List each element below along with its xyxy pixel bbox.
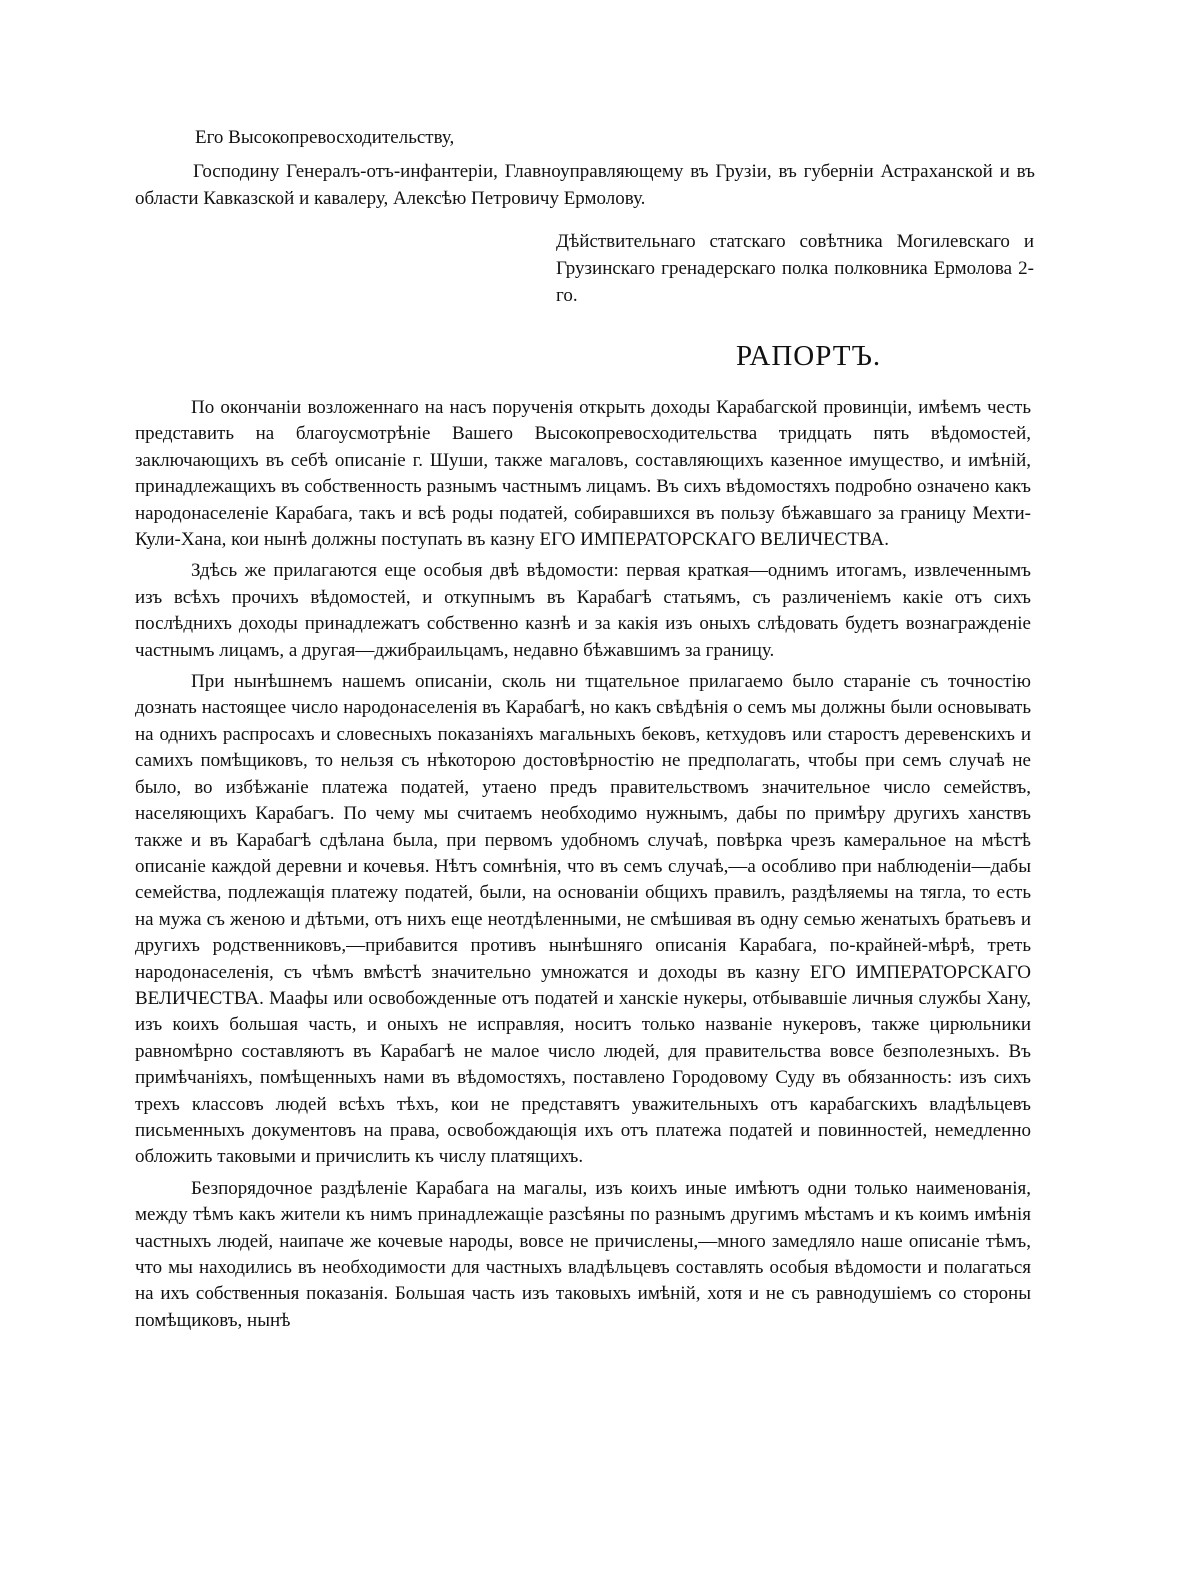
report-body xyxy=(135,395,1031,1339)
sender-block: Дѣйствительнаго статскаго совѣтника Могилевскаго и Грузинскаго гренадерскаго полка полковника Ермолова 2-го. xyxy=(556,231,1034,306)
addressee-salutation: Его Высокопревосходительству, xyxy=(195,127,455,148)
paragraph-3: При нынѣшнемъ нашемъ описаніи, сколь ни тщательное прилагаемо было стараніе съ точностію дознать настоящее число народонаселенія въ Карабагѣ, но какъ свѣдѣнія о семъ мы должны были основывать на однихъ распросахъ и словесныхъ показаніяхъ магальныхъ бековъ, кетхудовъ или старостъ деревенскихъ и самихъ помѣщиковъ, то нельзя съ нѣкоторою достовѣрностію не предполагать, чтобы при семъ случаѣ не было, во избѣжаніе платежа податей, утаено предъ правительствомъ значительное число семействъ, населяющихъ Карабагъ. По чему мы считаемъ необходимо нужнымъ, дабы по примѣру другихъ ханствъ также и въ Карабагѣ сдѣлана была, при первомъ удобномъ случаѣ, повѣрка чрезъ камеральное на мѣстѣ описаніе каждой деревни и кочевья. Нѣтъ сомнѣнія, что въ семъ случаѣ,—а особливо при наблюденіи—дабы семейства, подлежащія платежу податей, были, на основаніи общихъ правилъ, раздѣляемы на тягла, то есть на мужа съ женою и дѣтьми, отъ нихъ еще неотдѣленными, не смѣшивая въ одну семью женатыхъ братьевъ и другихъ родственниковъ,—прибавится противъ нынѣшняго описанія Карабага, по-крайней-мѣрѣ, треть народонаселенія, съ чѣмъ вмѣстѣ значительно умножатся и доходы въ казну ЕГО ИМПЕРАТОРСКАГО ВЕЛИЧЕСТВА. Маафы или освобожденные отъ податей и ханскіе нукеры, отбывавшіе личныя службы Хану, изъ коихъ большая часть, и оныхъ не исправляя, носитъ только названіе нукеровъ, также цирюльники равномѣрно составляютъ въ Карабагѣ не малое число людей, для правительства вовсе безполезныхъ. Въ примѣчаніяхъ, помѣщенныхъ нами въ вѣдомостяхъ, поставлено Городовому Суду въ обязанность: изъ сихъ трехъ классовъ людей всѣхъ тѣхъ, кои не представятъ уважительныхъ отъ карабагскихъ владѣльцевъ письменныхъ документовъ на права, освобождающія ихъ отъ платежа податей и повинностей, немедленно обложить таковыми и причислить къ числу платящихъ. xyxy=(135,671,1031,1168)
paragraph-4: Безпорядочное раздѣленіе Карабага на магалы, изъ коихъ иные имѣютъ одни только наименованія, между тѣмъ какъ жители къ нимъ принадлежащіе разсѣяны по разнымъ другимъ мѣстамъ и къ коимъ имѣнія частныхъ людей, наипаче же кочевые народы, вовсе не причислены,—много замедляло наше описаніе тѣмъ, что мы находились въ необходимости для частныхъ владѣльцевъ составлять особыя вѣдомости и полагаться на ихъ собственныя показанія. Большая часть изъ таковыхъ имѣній, хотя и не съ равнодушіемъ со стороны помѣщиковъ, нынѣ xyxy=(135,1177,1031,1331)
paragraph-1: По окончаніи возложеннаго на насъ порученія открыть доходы Карабагской провинціи, имѣемъ честь представить на благоусмотрѣніе Вашего Высокопревосходительства тридцать пять вѣдомостей, заключающихъ въ себѣ описаніе г. Шуши, также магаловъ, составляющихъ казенное имущество, и имѣній, принадлежащихъ въ собственность разнымъ частнымъ лицамъ. Въ сихъ вѣдомостяхъ подробно означено какъ народонаселеніе Карабага, такъ и всѣ роды податей, собиравшихся въ пользу бѣжавшаго за границу Мехти-Кули-Хана, кои нынѣ должны поступать въ казну ЕГО ИМПЕРАТОРСКАГО ВЕЛИЧЕСТВА. xyxy=(135,397,1031,551)
document-title: РАПОРТЪ. xyxy=(736,340,882,372)
addressee-full-title: Господину Генералъ-отъ-инфантеріи, Главноуправляющему въ Грузіи, въ губерніи Астраханской и въ области Кавказской и кавалеру, Алексѣю Петровичу Ермолову. xyxy=(135,161,1035,209)
paragraph-2: Здѣсь же прилагаются еще особыя двѣ вѣдомости: первая краткая—однимъ итогамъ, извлеченнымъ изъ всѣхъ прочихъ вѣдомостей, и откупнымъ въ Карабагѣ статьямъ, съ различеніемъ какіе отъ сихъ послѣднихъ доходы принадлежатъ собственно казнѣ и за какія изъ оныхъ слѣдовать будетъ вознагражденіе частнымъ лицамъ, а другая—джибраильцамъ, недавно бѣжавшимъ за границу. xyxy=(135,560,1031,661)
